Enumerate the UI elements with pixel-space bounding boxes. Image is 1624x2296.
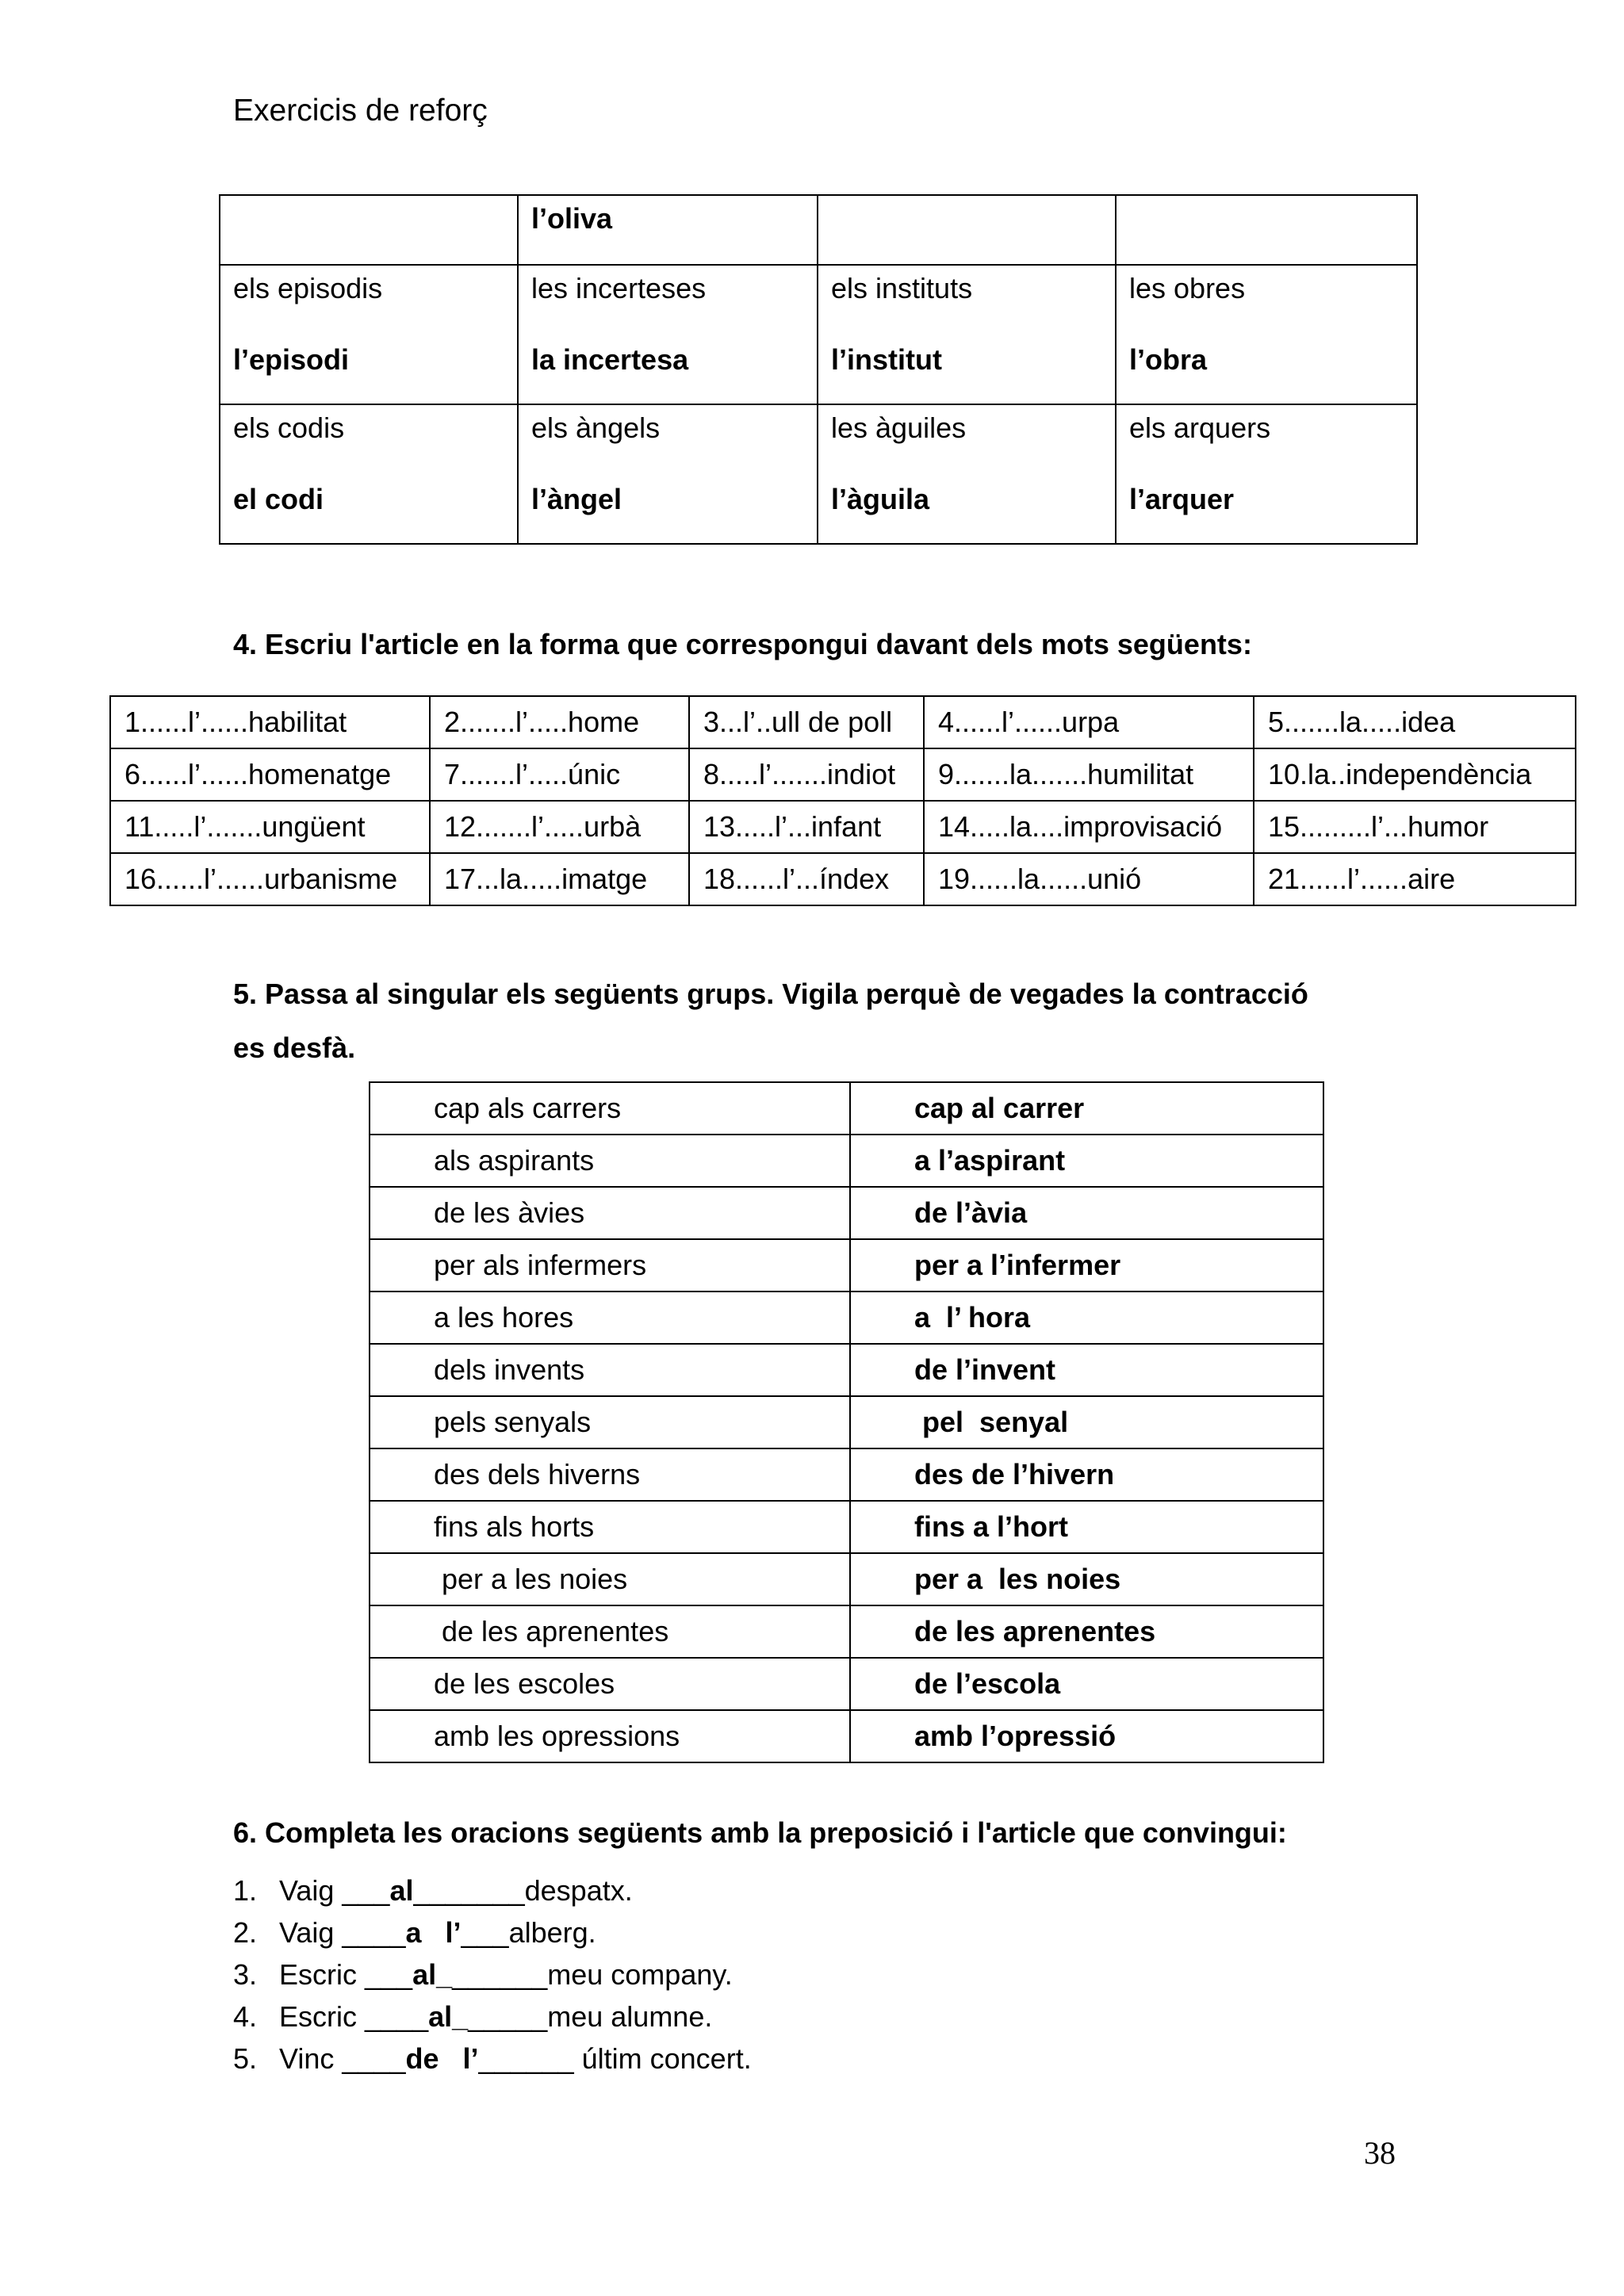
- exercise-4-cell: 9.......la.......humilitat: [924, 748, 1254, 801]
- singular-group: de l’invent: [850, 1344, 1323, 1396]
- sentence-end: ______ últim concert.: [478, 2042, 752, 2075]
- exercise-4-cell: 10.la..independència: [1254, 748, 1576, 801]
- table-cell: [1116, 404, 1417, 544]
- singular-form: la incertesa: [531, 343, 689, 376]
- item-number: 2.: [233, 1916, 258, 1949]
- sentence-start: Vaig ___: [279, 1874, 390, 1907]
- table-row: [370, 1448, 1323, 1501]
- exercise-4-cell: 21......l’......aire: [1254, 853, 1576, 905]
- exercise-4-cell: 19......la......unió: [924, 853, 1254, 905]
- table-cell: [220, 404, 518, 544]
- sentence-end: ______meu company.: [452, 1958, 733, 1991]
- singular-form: l’àguila: [831, 483, 930, 515]
- answer-text: a l’: [405, 1916, 462, 1949]
- list-item: [233, 1911, 752, 1954]
- exercise-4-cell: 12.......l’.....urbà: [430, 801, 689, 853]
- table-row: [370, 1135, 1323, 1187]
- table-cell: [518, 265, 818, 404]
- table-row: [110, 801, 1576, 853]
- singular-group: de l’àvia: [850, 1187, 1323, 1239]
- table-cell: [220, 265, 518, 404]
- exercise-4-cell: 18......l’...índex: [689, 853, 924, 905]
- answer-text: al_: [428, 2000, 469, 2033]
- article-table: [219, 194, 1418, 545]
- exercise-4-cell: 11.....l’.......ungüent: [110, 801, 430, 853]
- singular-group: amb l’opressió: [850, 1710, 1323, 1762]
- plural-group: pels senyals: [370, 1396, 850, 1448]
- singular-form: l’obra: [1129, 343, 1208, 376]
- singular-form: l’arquer: [1129, 483, 1235, 515]
- header-word: [1129, 196, 1404, 202]
- singular-form: l’àngel: [531, 483, 622, 515]
- singular-form: l’institut: [831, 343, 942, 376]
- exercise-4-table: [109, 695, 1576, 906]
- singular-group: a l’aspirant: [850, 1135, 1323, 1187]
- answer-text: al: [389, 1874, 414, 1907]
- plural-group: fins als horts: [370, 1501, 850, 1553]
- table-row: [370, 1292, 1323, 1344]
- table-cell: [818, 404, 1116, 544]
- answer-text: de l’: [405, 2042, 479, 2075]
- table-row: [370, 1710, 1323, 1762]
- exercise-6-title: 6. Completa les oracions següents amb la preposició i l'article que convingui:: [233, 1816, 1287, 1849]
- list-item: [233, 1996, 752, 2038]
- table-row: [110, 748, 1576, 801]
- header-word: [831, 196, 1102, 202]
- table-cell: [1116, 265, 1417, 404]
- list-item: [233, 2038, 752, 2080]
- singular-form: el codi: [233, 483, 324, 515]
- plural-group: per als infermers: [370, 1239, 850, 1292]
- table-row: [370, 1501, 1323, 1553]
- plural-form: els àngels: [531, 411, 661, 444]
- singular-group: de l’escola: [850, 1658, 1323, 1710]
- item-number: 1.: [233, 1874, 258, 1907]
- exercise-4-cell: 14.....la....improvisació: [924, 801, 1254, 853]
- header-word: l’oliva: [531, 202, 613, 235]
- exercise-5-title-continued: es desfà.: [233, 1031, 356, 1064]
- plural-form: les incerteses: [531, 272, 707, 304]
- list-item: [233, 1869, 752, 1911]
- plural-group: a les hores: [370, 1292, 850, 1344]
- header-word: [233, 196, 504, 202]
- table-row: [110, 696, 1576, 748]
- exercise-5-table: [369, 1081, 1324, 1763]
- exercise-4-cell: 16......l’......urbanisme: [110, 853, 430, 905]
- page-number: 38: [1364, 2135, 1396, 2171]
- table-row: [370, 1187, 1323, 1239]
- table-row: [370, 1658, 1323, 1710]
- singular-group: per a les noies: [850, 1553, 1323, 1605]
- singular-group: fins a l’hort: [850, 1501, 1323, 1553]
- exercise-4-cell: 3...l’..ull de poll: [689, 696, 924, 748]
- table-cell: [818, 195, 1116, 265]
- exercise-4-cell: 1......l’......habilitat: [110, 696, 430, 748]
- answer-text: al_: [412, 1958, 453, 1991]
- exercise-4-cell: 13.....l’...infant: [689, 801, 924, 853]
- exercise-6-list: [233, 1869, 752, 2080]
- plural-form: les obres: [1129, 272, 1246, 304]
- table-row: [370, 1082, 1323, 1135]
- sentence-start: Escric ____: [279, 2000, 429, 2033]
- singular-group: des de l’hivern: [850, 1448, 1323, 1501]
- table-cell: [818, 265, 1116, 404]
- list-item: [233, 1954, 752, 1996]
- sentence-start: Escric ___: [279, 1958, 413, 1991]
- plural-group: de les àvies: [370, 1187, 850, 1239]
- table-cell: [1116, 195, 1417, 265]
- plural-group: de les aprenentes: [370, 1605, 850, 1658]
- exercise-4-cell: 6......l’......homenatge: [110, 748, 430, 801]
- exercise-4-cell: 7.......l’.....únic: [430, 748, 689, 801]
- plural-form: els instituts: [831, 272, 973, 304]
- table-row: [110, 853, 1576, 905]
- page-heading: Exercicis de reforç: [233, 94, 488, 128]
- sentence-start: Vaig ____: [279, 1916, 406, 1949]
- sentence-start: Vinc ____: [279, 2042, 406, 2075]
- table-row: [370, 1605, 1323, 1658]
- table-row: [220, 265, 1417, 404]
- exercise-4-cell: 4......l’......urpa: [924, 696, 1254, 748]
- table-row: [370, 1239, 1323, 1292]
- table-cell: [518, 195, 818, 265]
- plural-group: de les escoles: [370, 1658, 850, 1710]
- plural-group: cap als carrers: [370, 1082, 850, 1135]
- exercise-4-cell: 8.....l’.......indiot: [689, 748, 924, 801]
- singular-group: per a l’infermer: [850, 1239, 1323, 1292]
- singular-group: cap al carrer: [850, 1082, 1323, 1135]
- table-cell: [220, 195, 518, 265]
- table-row: [370, 1344, 1323, 1396]
- plural-group: amb les opressions: [370, 1710, 850, 1762]
- exercise-4-cell: 5.......la.....idea: [1254, 696, 1576, 748]
- plural-group: des dels hiverns: [370, 1448, 850, 1501]
- plural-group: als aspirants: [370, 1135, 850, 1187]
- singular-group: a l’ hora: [850, 1292, 1323, 1344]
- exercise-5-title: 5. Passa al singular els següents grups. Vigila perquè de vegades la contracció: [233, 978, 1308, 1010]
- plural-form: els episodis: [233, 272, 383, 304]
- plural-form: els arquers: [1129, 411, 1271, 444]
- table-cell: [518, 404, 818, 544]
- plural-group: per a les noies: [370, 1553, 850, 1605]
- exercise-4-title: 4. Escriu l'article en la forma que correspongui davant dels mots següents:: [233, 628, 1252, 660]
- singular-group: de les aprenentes: [850, 1605, 1323, 1658]
- plural-group: dels invents: [370, 1344, 850, 1396]
- plural-form: els codis: [233, 411, 345, 444]
- exercise-4-cell: 17...la.....imatge: [430, 853, 689, 905]
- item-number: 3.: [233, 1958, 258, 1991]
- exercise-4-cell: 15.........l’...humor: [1254, 801, 1576, 853]
- plural-form: les àguiles: [831, 411, 967, 444]
- table-header-row: [220, 195, 1417, 265]
- singular-form: l’episodi: [233, 343, 350, 376]
- item-number: 4.: [233, 2000, 258, 2033]
- table-row: [220, 404, 1417, 544]
- singular-group: pel senyal: [850, 1396, 1323, 1448]
- table-row: [370, 1396, 1323, 1448]
- sentence-end: _______despatx.: [413, 1874, 633, 1907]
- sentence-end: ___alberg.: [461, 1916, 596, 1949]
- table-row: [370, 1553, 1323, 1605]
- item-number: 5.: [233, 2042, 258, 2075]
- sentence-end: _____meu alumne.: [468, 2000, 713, 2033]
- exercise-4-cell: 2.......l’.....home: [430, 696, 689, 748]
